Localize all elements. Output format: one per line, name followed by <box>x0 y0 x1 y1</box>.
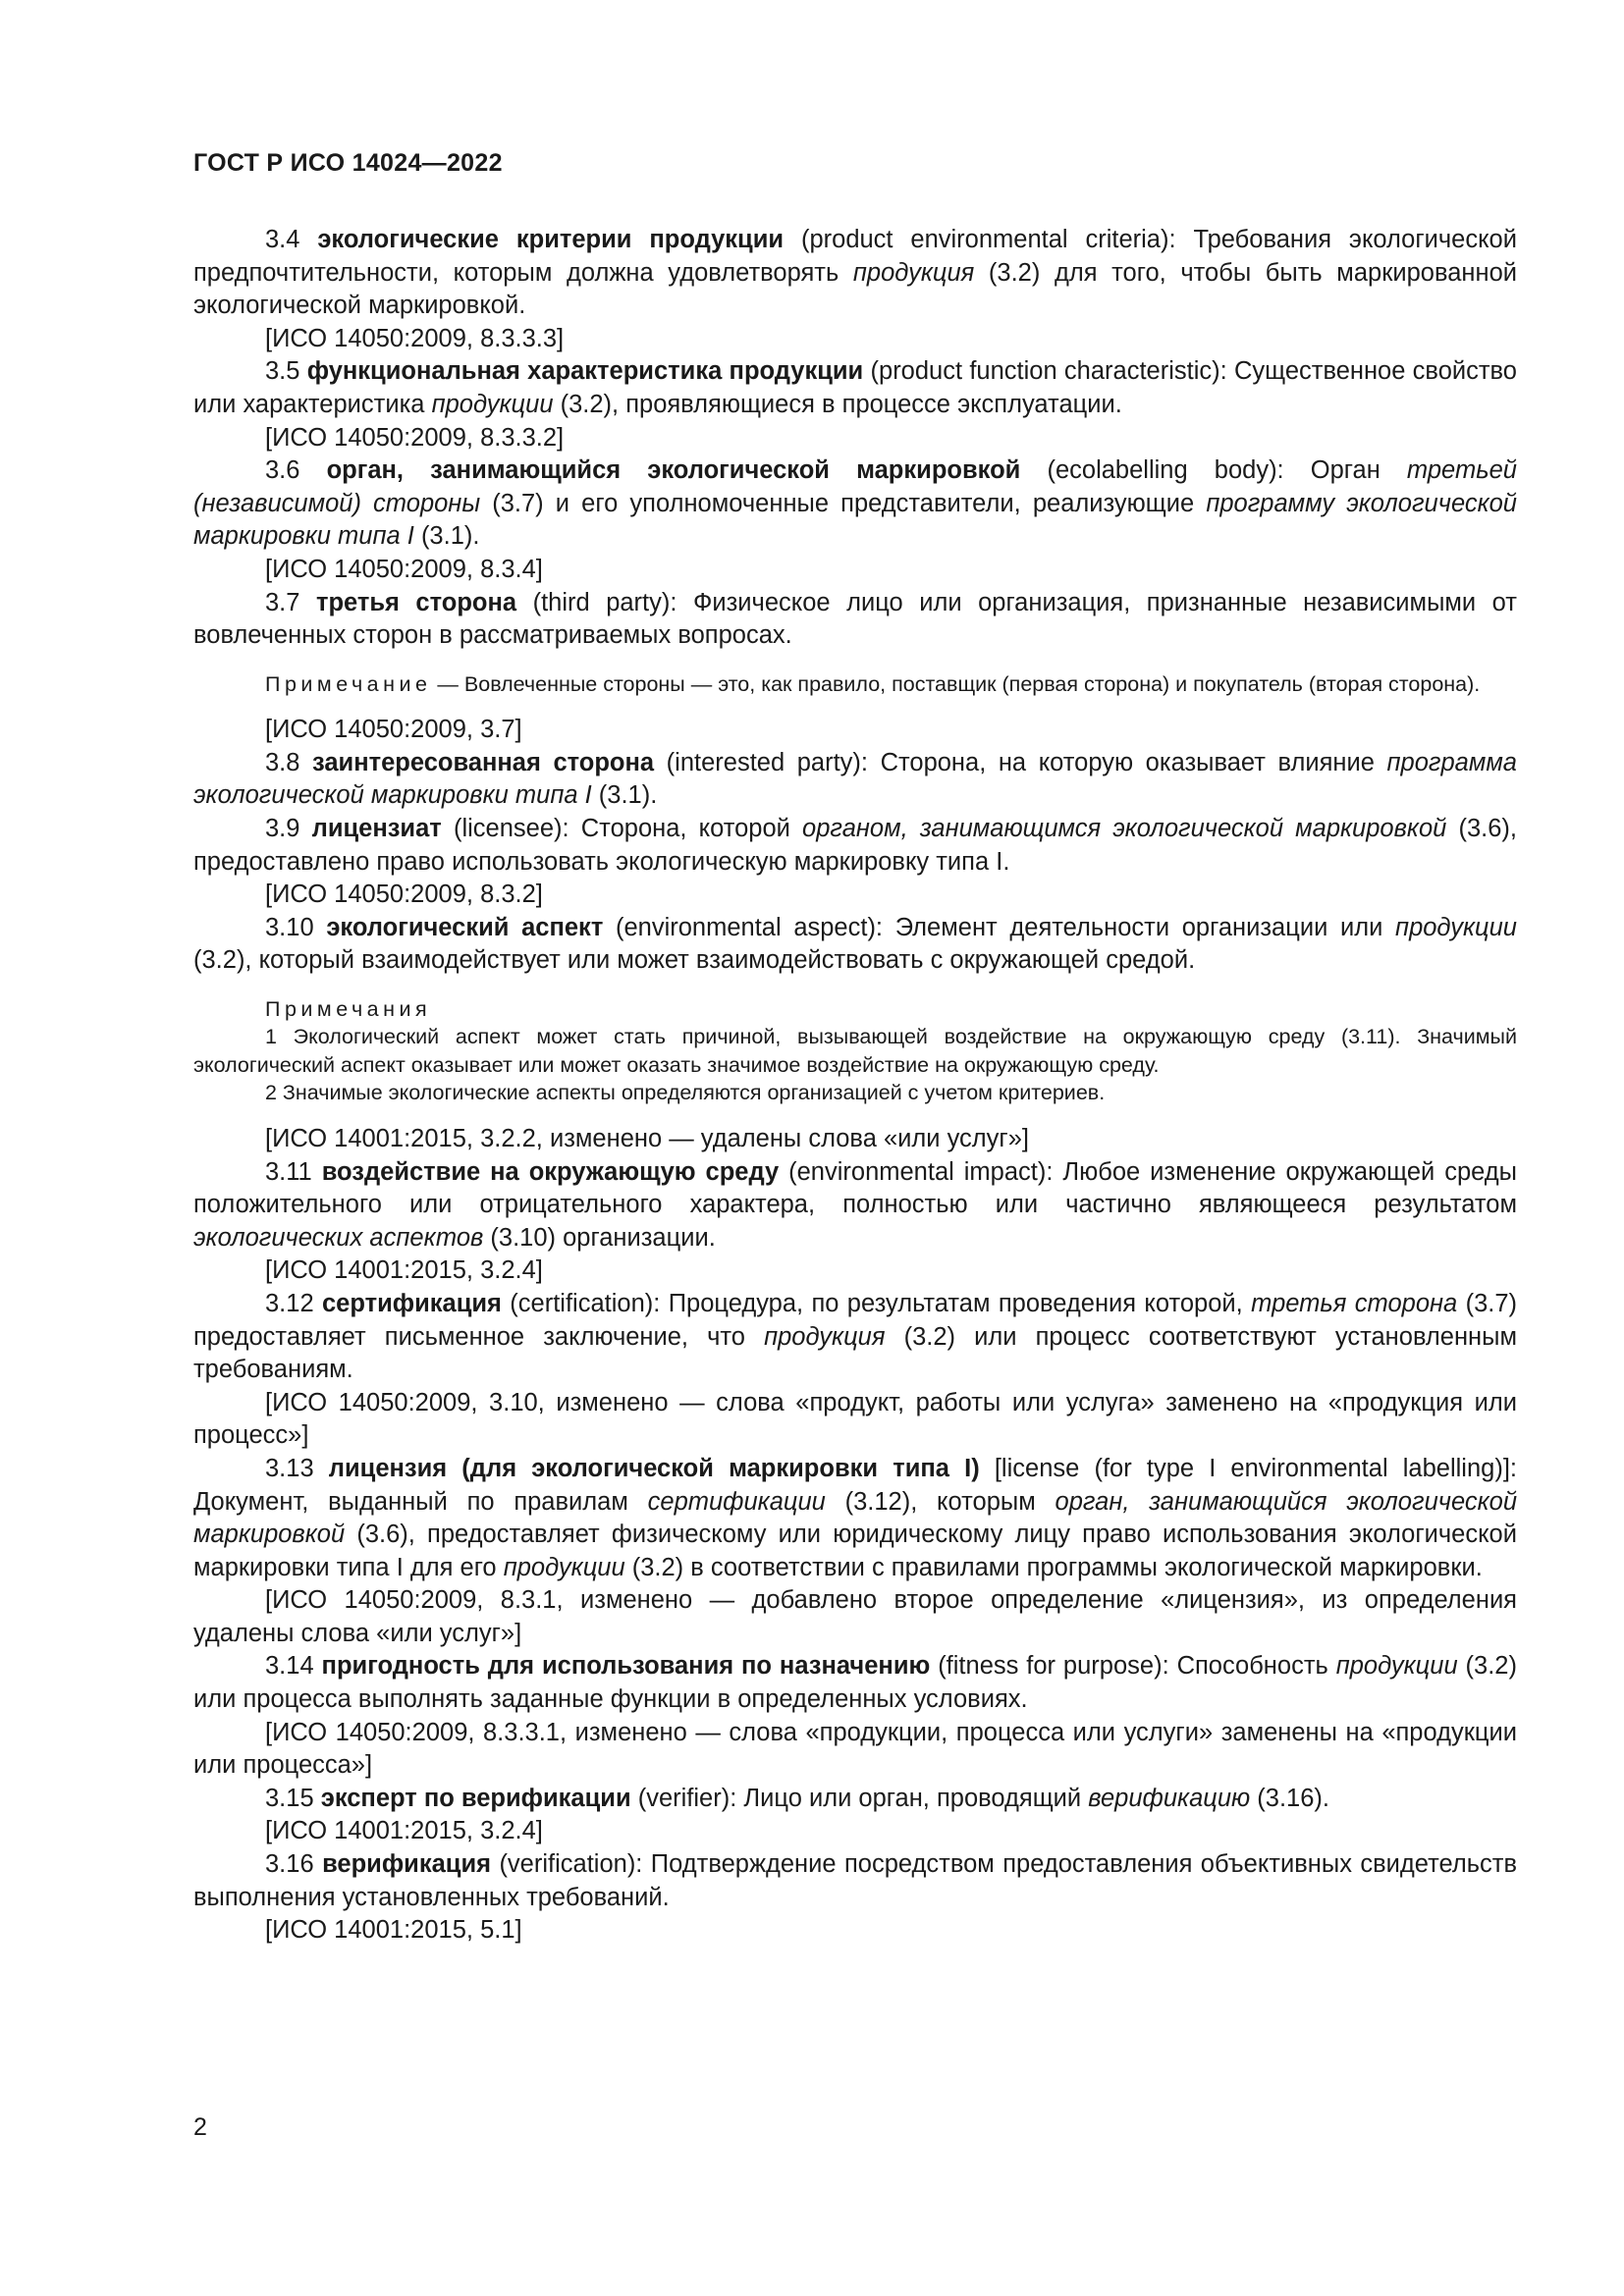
term-3-15: 3.15 эксперт по верификации (verifier): Лицо или орган, проводящий верификацию (3.16). <box>265 1784 1329 1812</box>
term-3-11: 3.11 воздействие на окружающую среду (environmental impact): Любое изменение окружающей среды положительного или отрицательного характера, полностью или частично являющееся результатом экологических аспектов (3.10) организации. <box>193 1157 1517 1252</box>
note-item-1: 1 Экологический аспект может стать причиной, вызывающей воздействие на окружающую среду (3.11). Значимый экологический аспект оказывает или может оказать значимое воздействие на окружающую среду. <box>193 1025 1517 1077</box>
terms-section <box>193 224 1517 1948</box>
term-3-13: 3.13 лицензия (для экологической маркировки типа I) [license (for type I environmental labelling)]: Документ, выданный по правилам сертификации (3.12), которым орган, занимающийся экологической маркировкой (3.6), предоставляет физическому или юридическому лицу право использования экологической маркировки типа I для его продукции (3.2) в соответствии с правилами программы экологической маркировки. <box>193 1454 1517 1581</box>
term-name: верификация <box>322 1850 492 1879</box>
term-name: третья сторона <box>315 588 517 616</box>
term-source-ref: [ИСО 14050:2009, 8.3.1, изменено — добавлено второе определение «лицензия», из определения удалены слова «или услуг»] <box>193 1586 1517 1647</box>
term-name: пригодность для использования по назначению <box>321 1652 931 1681</box>
term-name: орган, занимающийся экологической маркировкой <box>326 456 1021 485</box>
term-name: лицензиат <box>311 815 442 842</box>
term-3-5: 3.5 функциональная характеристика продукции (product function characteristic): Существенное свойство или характеристика продукции (3.2), проявляющиеся в процессе эксплуатации. <box>193 357 1517 418</box>
term-3-7: 3.7 третья сторона (third party): Физическое лицо или организация, признанные независимыми от вовлеченных сторон в рассматриваемых вопросах. <box>193 588 1517 650</box>
term-source-ref: [ИСО 14050:2009, 8.3.3.3] <box>265 324 565 352</box>
term-3-4: 3.4 экологические критерии продукции (product environmental criteria): Требования экологической предпочтительности, которым должна удовлетворять продукция (3.2) для того, чтобы быть маркированной экологической маркировкой. <box>193 226 1517 320</box>
note-item-2: 2 Значимые экологические аспекты определяются организацией с учетом критериев. <box>265 1081 1106 1105</box>
notes-label: Примечания <box>265 996 432 1021</box>
term-name: заинтересованная сторона <box>312 748 655 776</box>
term-3-16: 3.16 верификация (verification): Подтверждение посредством предоставления объективных свидетельств выполнения установленных требований. <box>193 1850 1517 1911</box>
notes <box>193 995 1517 1107</box>
term-name: сертификация <box>322 1289 502 1317</box>
term-name: функциональная характеристика продукции <box>306 357 864 386</box>
term-3-12: 3.12 сертификация (certification): Процедура, по результатам проведения которой, третья сторона (3.7) предоставляет письменное заключение, что продукция (3.2) или процесс соответствуют установленным требованиям. <box>193 1289 1518 1384</box>
term-source-ref: [ИСО 14001:2015, 5.1] <box>265 1916 522 1945</box>
note-text: — Вовлеченные стороны — это, как правило, поставщик (первая сторона) и покупатель (вторая сторона). <box>431 671 1481 696</box>
term-name: экологический аспект <box>326 913 604 941</box>
term-source-ref: [ИСО 14050:2009, 8.3.3.1, изменено — слова «продукции, процесса или услуги» заменены на «продукции или процесса»] <box>193 1718 1517 1780</box>
term-source-ref: [ИСО 14050:2009, 3.7] <box>265 716 522 744</box>
document-header: ГОСТ Р ИСО 14024—2022 <box>193 149 503 177</box>
term-name: экологические критерии продукции <box>317 226 785 253</box>
term-3-10: 3.10 экологический аспект (environmental aspect): Элемент деятельности организации или продукции (3.2), который взаимодействует или может взаимодействовать с окружающей средой. <box>193 913 1517 975</box>
term-3-8: 3.8 заинтересованная сторона (interested party): Сторона, на которую оказывает влияние программа экологической маркировки типа I (3.1). <box>193 748 1517 810</box>
term-3-6: 3.6 орган, занимающийся экологической маркировкой (ecolabelling body): Орган третьей (независимой) стороны (3.7) и его уполномоченные представители, реализующие программу экологической маркировки типа I (3.1). <box>193 456 1517 551</box>
term-source-ref: [ИСО 14050:2009, 8.3.4] <box>265 555 543 583</box>
note-label: Примечание <box>265 671 432 696</box>
term-name: эксперт по верификации <box>320 1784 631 1812</box>
term-3-14: 3.14 пригодность для использования по назначению (fitness for purpose): Способность продукции (3.2) или процесса выполнять заданные функции в определенных условиях. <box>193 1652 1517 1714</box>
term-source-ref: [ИСО 14050:2009, 8.3.3.2] <box>265 423 565 452</box>
term-source-ref: [ИСО 14050:2009, 3.10, изменено — слова «продукт, работы или услуга» заменено на «продукция или процесс»] <box>193 1388 1517 1450</box>
term-name: лицензия (для экологической маркировки типа I) <box>328 1454 980 1482</box>
term-source-ref: [ИСО 14001:2015, 3.2.4] <box>265 1256 543 1285</box>
term-source-ref: [ИСО 14001:2015, 3.2.2, изменено — удалены слова «или услуг»] <box>265 1124 1029 1152</box>
term-source-ref: [ИСО 14050:2009, 8.3.2] <box>265 881 543 909</box>
page-number: 2 <box>193 2113 207 2141</box>
term-source-ref: [ИСО 14001:2015, 3.2.4] <box>265 1817 543 1845</box>
term-name: воздействие на окружающую среду <box>321 1157 780 1186</box>
note <box>193 670 1517 699</box>
term-3-9: 3.9 лицензиат (licensee): Сторона, которой органом, занимающимся экологической маркировкой (3.6), предоставлено право использовать экологическую маркировку типа I. <box>193 815 1517 876</box>
